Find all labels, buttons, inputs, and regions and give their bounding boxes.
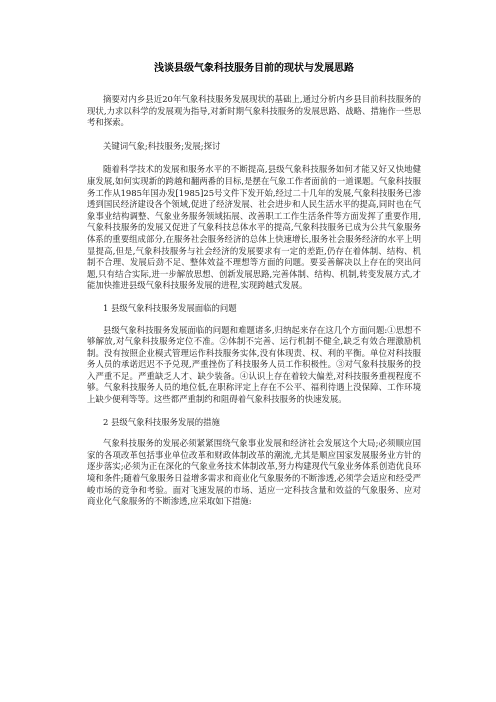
section-1-heading: 1 县级气象科技服务发展面临的问题 <box>103 302 237 313</box>
section-2-body: 气象科技服务的发展必须紧紧围绕气象事业发展和经济社会发展这个大局;必须顺应国家的各项改革包括事业单位改革和财政体制改革的潮流,尤其是顺应国家发展服务业方针的逐步落实;必须为正在深化的气象业务技术体制改革,努力构建现代气象业务体系创造优良环境和条件;随着气象服务日益增多需求和商业化气象服务的不断渗透,必须学会适应和经受严峻市场的竞争和考验。面对飞速发展的市场、适应一定科技含量和效益的气象服务、应对商业化气象服务的不断渗透,应采取如下措施: <box>87 438 421 507</box>
document-page <box>87 62 421 508</box>
intro-paragraph: 随着科学技术的发展和服务水平的不断提高,县级气象科技服务如何才能又好又快地健康发展,如何实现新的跨越和翻两番的目标,是摆在气象工作者面前的一道课题。气象科技服务工作从1985年国办发[1985]25号文件下发开始,经过二十几年的发展,气象科技服务已渗透到国民经济建设各个领域,促进了经济发展、社会进步和人民生活水平的提高,同时也在气象事业结构调整、气象业务服务领域拓展、改善职工工作生活条件等方面发挥了重要作用,气象科技服务的发展又促进了气象科技总体水平的提高,气象科技服务已成为公共气象服务体系的重要组成部分,在服务社会服务经济的总体上快速增长,服务社会服务经济的水平上明显提高,但是,气象科技服务与社会经济的发展要求有一定的差距,仍存在着体制、结构、机制不合理、发展后劲不足、整体效益不理想等方面的问题。要妥善解决以上存在的突出问题,只有结合实际,进一步解放思想、创新发展思路,完善体制、结构、机制,转变发展方式,才能加快推进县级气象科技服务发展的进程,实现跨越式发展。 <box>87 164 421 291</box>
abstract-paragraph: 摘要对内乡县近20年气象科技服务发展现状的基础上,通过分析内乡县目前科技服务的现状,力求以科学的发展观为指导,对新时期气象科技服务的发展思路、战略、措施作一些思考和探索。 <box>87 94 421 128</box>
keywords-paragraph: 关键词气象;科技服务;发展;探讨 <box>103 140 221 151</box>
section-1-body: 县级气象科技服务发展面临的问题和难题诸多,归纳起来存在这几个方面问题:①思想不够解放,对气象科技服务定位不准。②体制不完善、运行机制不健全,缺乏有效合理激励机制。没有按照企业模式管理运作科技服务实体,没有体现责、权、利的平衡。单位对科技服务人员的承诺迟迟不予兑现,严重挫伤了科技服务人员工作积极性。③对气象科技服务的投入严重不足。严重缺乏人才、缺少装备。④认识上存在着较大偏差,对科技服务重视程度不够。气象科技服务人员的地位低,在职称评定上存在不公平、福利待遇上没保障、工作环境上缺少便利等等。这些都严重制约和阻碍着气象科技服务的快速发展。 <box>87 324 421 405</box>
document-title: 浅谈县级气象科技服务目前的现状与发展思路 <box>154 63 354 74</box>
section-2-heading: 2 县级气象科技服务发展的措施 <box>103 416 220 427</box>
